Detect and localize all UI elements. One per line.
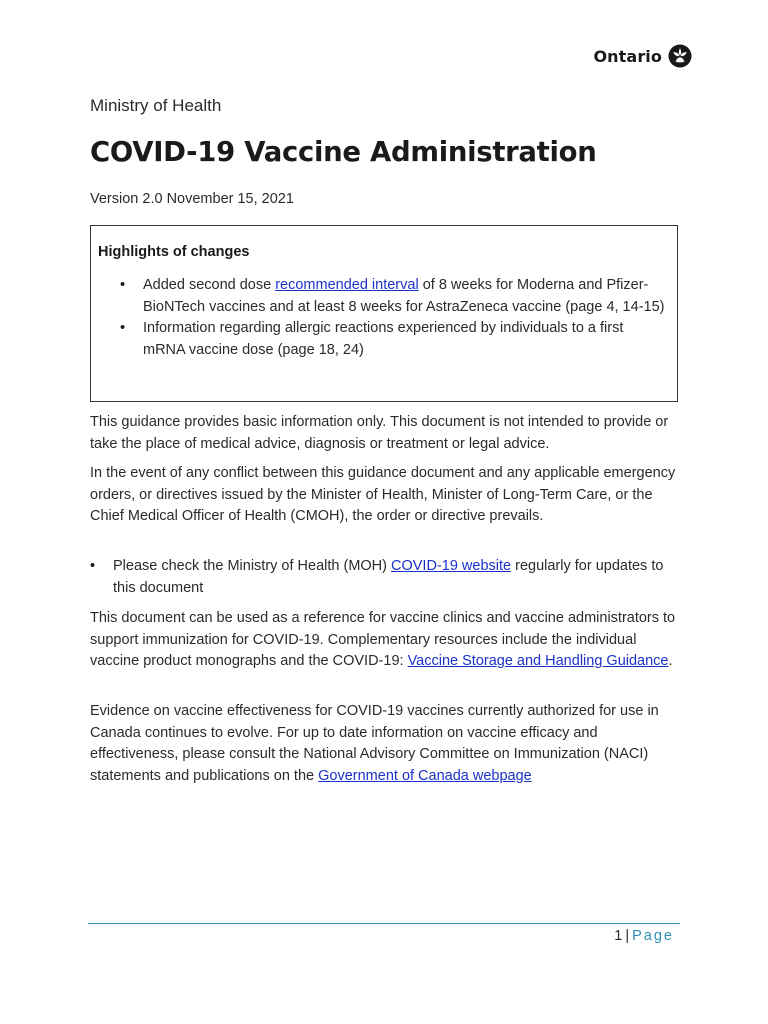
paragraph-text: This document can be used as a reference for vaccine clinics and vaccine administrators to support immunization for COVID-19. Complementary resources include the individual vaccine product monographs and the COVID-19: bbox=[90, 610, 676, 669]
version-info: Version 2.0 November 15, 2021 bbox=[90, 191, 294, 207]
page-label: Page bbox=[632, 928, 674, 944]
page-number: 1 bbox=[614, 928, 623, 944]
recommended-interval-link[interactable]: recommended interval bbox=[275, 277, 419, 293]
highlights-list bbox=[98, 275, 669, 361]
covid-website-link[interactable]: COVID-19 website bbox=[391, 558, 512, 574]
ontario-logo bbox=[593, 44, 692, 68]
highlights-item: • Information regarding allergic reactions experienced by individuals to a first mRNA vaccine dose (page 18, 24) bbox=[143, 318, 669, 361]
list-item-text: regularly for updates to this document bbox=[113, 558, 664, 596]
government-canada-link[interactable]: Government of Canada webpage bbox=[318, 767, 532, 784]
page-title: COVID-19 Vaccine Administration bbox=[90, 136, 597, 168]
footer-divider bbox=[88, 923, 680, 924]
highlights-item-text: of 8 weeks for Moderna and Pfizer-BioNTech vaccines and at least 8 weeks for AstraZeneca vaccine (page 4, 14-15) bbox=[143, 277, 665, 315]
reference-paragraph bbox=[90, 608, 680, 673]
disclaimer-paragraph: This guidance provides basic information only. This document is not intended to provide or take the place of medical advice, diagnosis or treatment or legal advice. bbox=[90, 414, 669, 452]
ministry-name: Ministry of Health bbox=[90, 96, 222, 115]
list-item bbox=[113, 556, 680, 599]
logo-text: Ontario bbox=[593, 46, 662, 66]
evidence-paragraph bbox=[90, 701, 680, 787]
conflict-paragraph: In the event of any conflict between this guidance document and any applicable emergency orders, or directives issued by the Minister of Health, Minister of Long-Term Care, or the Chief Medical Officer of Health (CMOH), the order or directive prevails. bbox=[90, 465, 676, 524]
highlights-heading: Highlights of changes bbox=[98, 244, 250, 260]
page-footer bbox=[614, 928, 674, 944]
paragraph-text: Evidence on vaccine effectiveness for COVID-19 vaccines currently authorized for use in Canada continues to evolve. For up to date information on vaccine efficacy and effectiveness, please consult the National Advisory Committee on Immunization (NACI) statements and publications on the bbox=[90, 703, 659, 784]
paragraph-text: . bbox=[668, 653, 673, 669]
highlights-item-text: Added second dose bbox=[143, 277, 276, 293]
check-website-list bbox=[90, 556, 680, 599]
storage-guidance-link[interactable]: Vaccine Storage and Handling Guidance bbox=[407, 653, 669, 669]
highlights-box bbox=[90, 225, 678, 402]
trillium-icon bbox=[668, 44, 692, 68]
footer-separator: | bbox=[625, 928, 630, 944]
list-item-text: Please check the Ministry of Health (MOH) bbox=[113, 558, 392, 574]
highlights-item bbox=[143, 275, 669, 318]
